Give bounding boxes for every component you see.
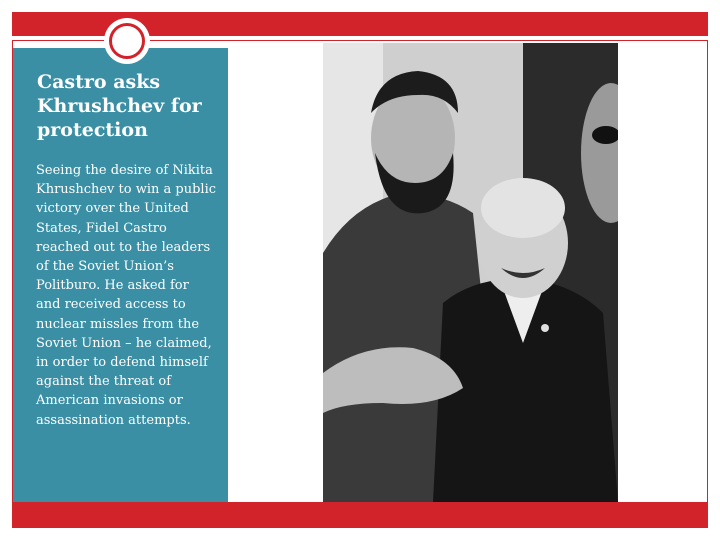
photo-illustration	[323, 43, 618, 502]
ornament-ring	[109, 23, 145, 59]
slide-body-text: Seeing the desire of Nikita Khrushchev to win a public victory over the United States, Fidel Castro reached out to the leaders of the Soviet Union’s Politburo. He asked for and received access to nuclear missles from the Soviet Union – he claimed, in order to defend himself against the threat of American invasions or assassination attempts.	[36, 163, 217, 428]
right-frame-line	[707, 40, 708, 502]
circle-ornament-icon	[104, 18, 150, 64]
slide-title: Castro asks Khrushchev for protection	[37, 71, 202, 141]
text-sidebar	[13, 48, 228, 502]
bottom-red-band	[12, 502, 708, 528]
historical-photo	[323, 43, 618, 502]
